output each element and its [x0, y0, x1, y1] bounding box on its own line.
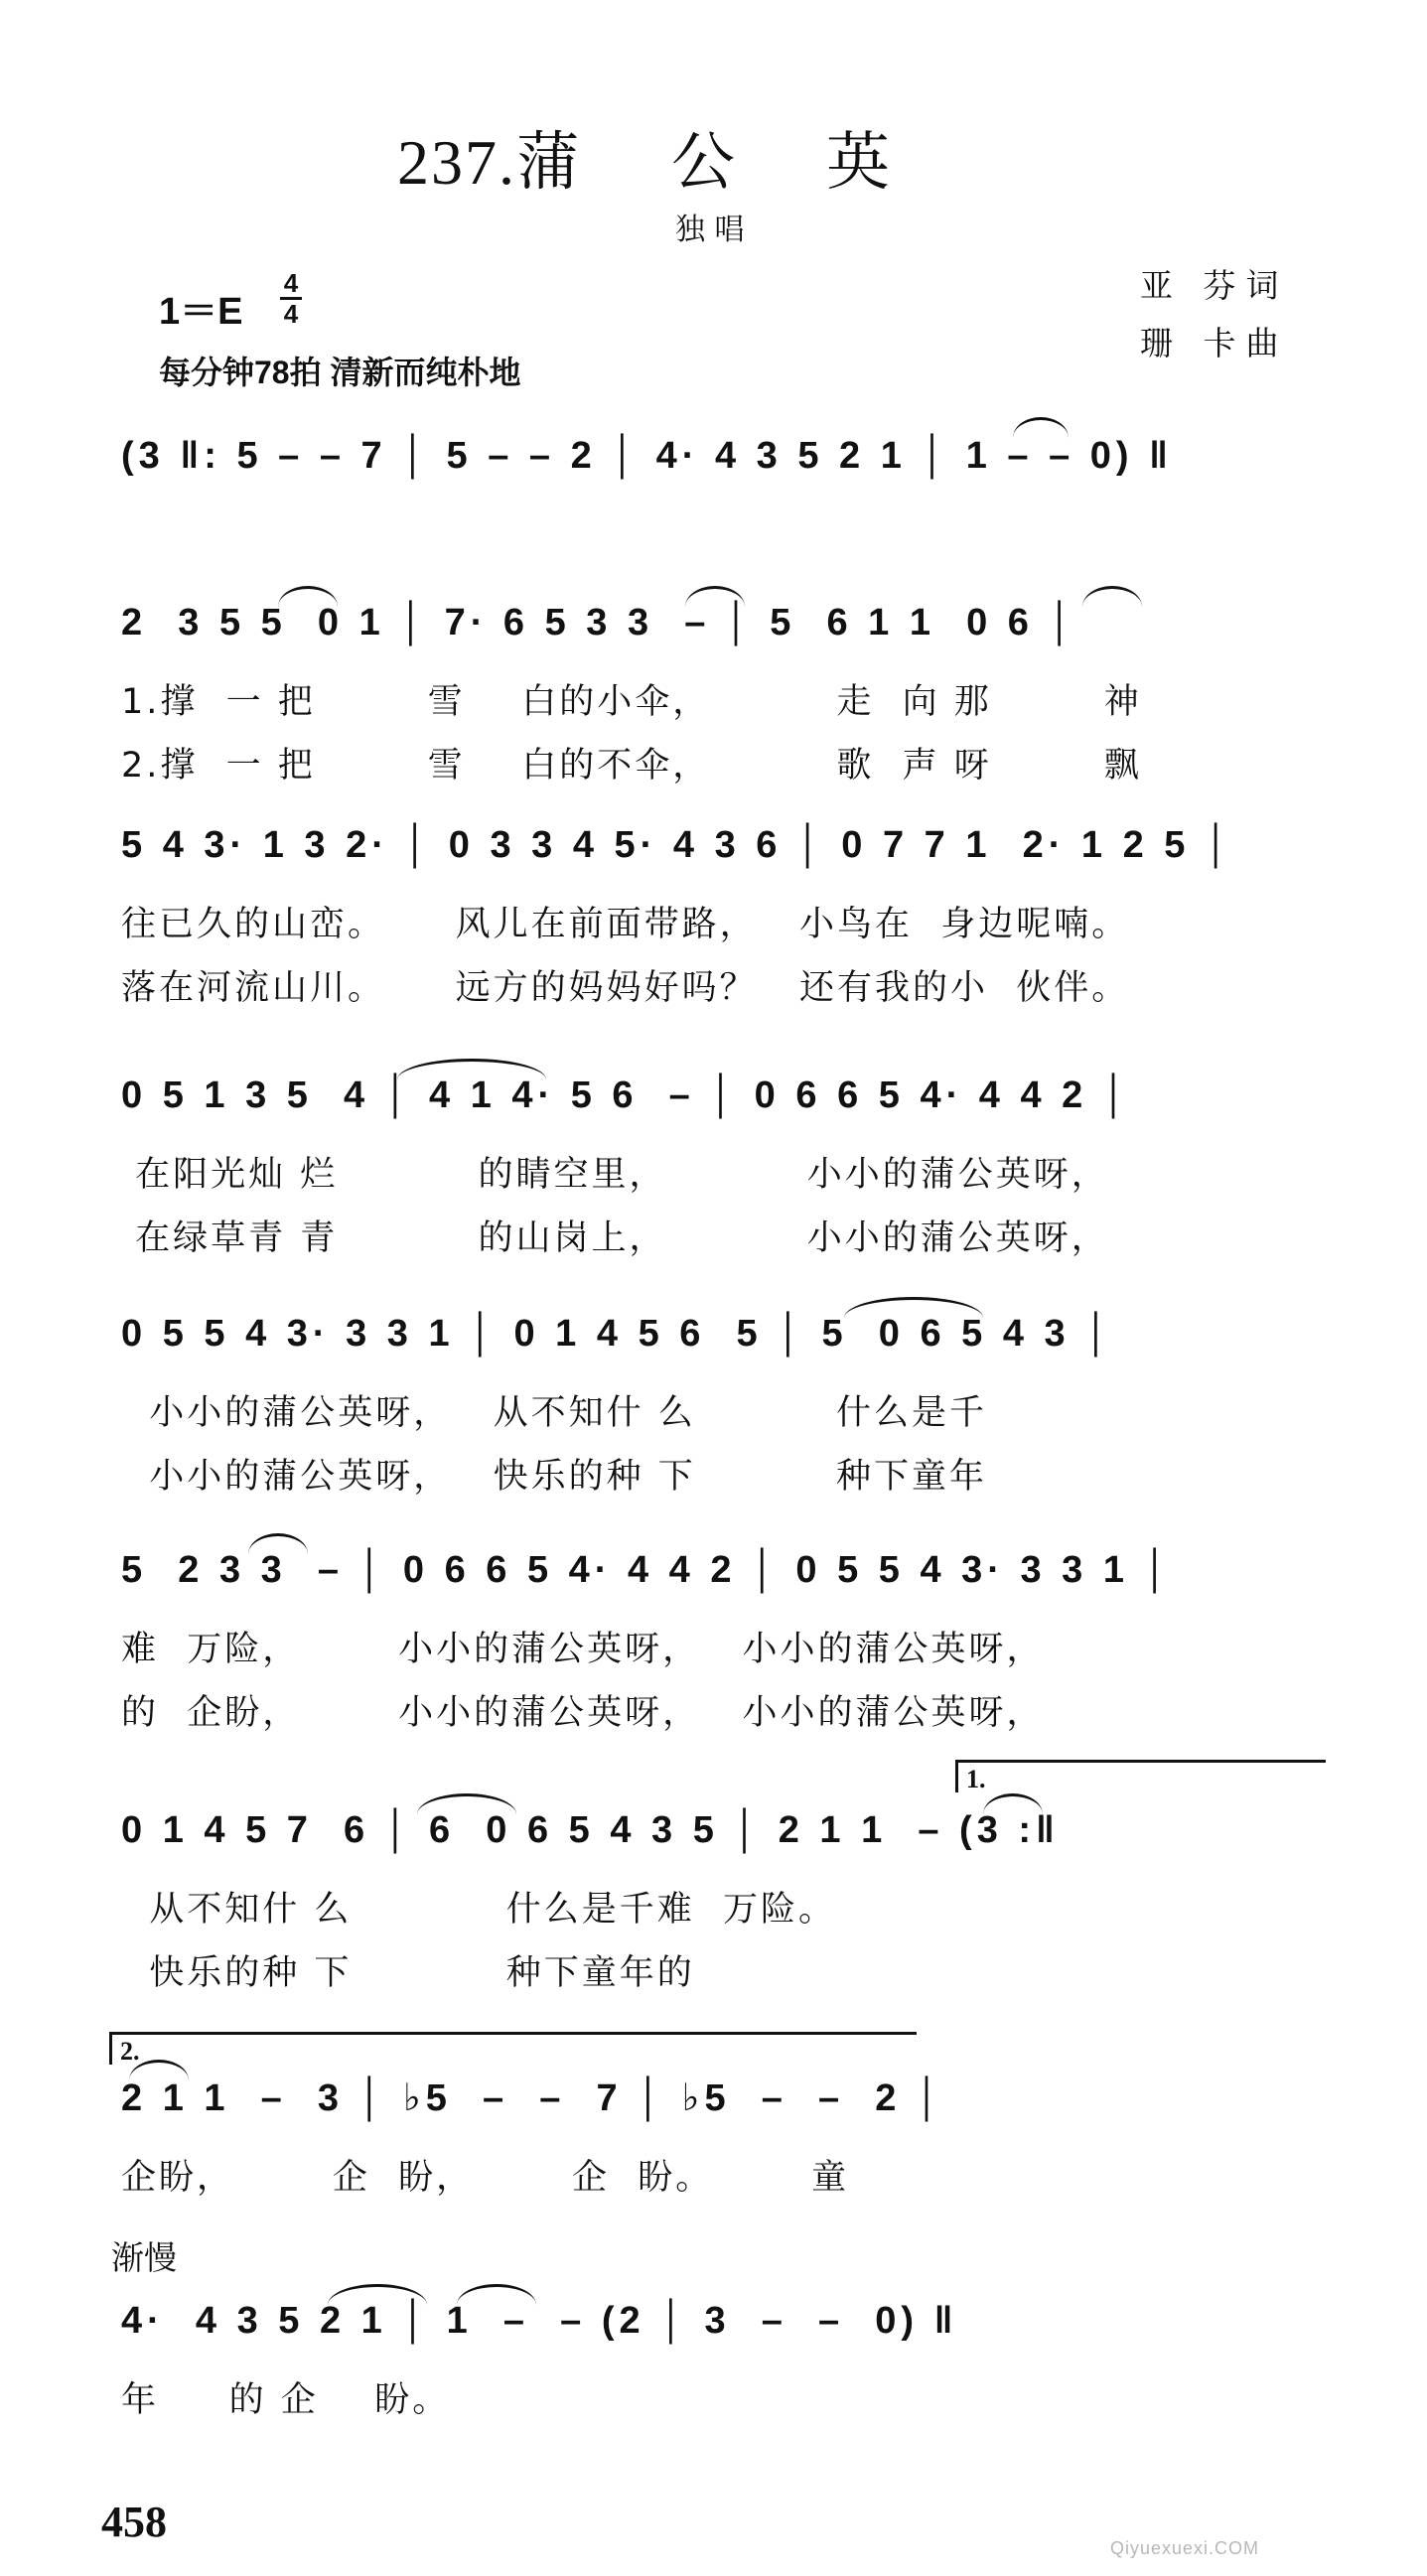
tie	[397, 1059, 546, 1079]
system-1	[121, 435, 1323, 478]
tie	[685, 586, 745, 607]
first-ending-bracket: 1.	[955, 1760, 1326, 1792]
lyric-line-1: 小小的蒲公英呀， 从不知什 么 什么是千	[121, 1393, 988, 1433]
tie	[278, 586, 338, 607]
system-6	[121, 1549, 1323, 1735]
performance-type: 独 唱	[675, 213, 745, 247]
expression-marking: 渐慢	[111, 2238, 177, 2277]
lyricist: 亚 芬词	[1140, 266, 1289, 305]
notation-line: 0 1 4 5 7 6 │ 6 0 6 5 4 3 5 │ 2 1 1 – (3 :‖	[121, 1809, 1060, 1851]
notation-line: 4· 4 3 5 2 1 │ 1 – – (2 │ 3 – – 0) ‖	[121, 2300, 958, 2342]
page-number: 458	[101, 2498, 167, 2546]
lyric-line-2: 快乐的种 下 种下童年的	[121, 1953, 695, 1993]
lyric-line-2: 落在河流山川。 远方的妈妈好吗？ 还有我的小 伙伴。	[121, 968, 1130, 1008]
system-9	[121, 2300, 1323, 2422]
system-5	[121, 1313, 1323, 1499]
key-signature: 1＝E	[159, 291, 243, 333]
lyric-line-1: 从不知什 么 什么是千难 万险。	[121, 1890, 837, 1930]
tie	[328, 2284, 427, 2305]
notation-line: 0 5 5 4 3· 3 3 1 │ 0 1 4 5 6 5 │ 5 0 6 5 4 3 │	[121, 1313, 1114, 1355]
lyric-line-2: 小小的蒲公英呀， 快乐的种 下 种下童年	[121, 1457, 988, 1497]
tie	[248, 1533, 308, 1554]
notation-line: (3 ‖: 5 – – 7 │ 5 – – 2 │ 4· 4 3 5 2 1 │ 1 – – 0) ‖	[121, 435, 1174, 477]
notation-line: 0 5 1 3 5 4 │ 4 1 4· 5 6 – │ 0 6 6 5 4· 4 4 2 │	[121, 1074, 1132, 1116]
second-ending-bracket: 2.	[109, 2032, 917, 2065]
lyric-line-2: 2.撑 一 把 雪 白的不伞， 歌 声 呀 飘	[121, 746, 1142, 786]
tempo-marking: 每分钟78拍 清新而纯朴地	[159, 355, 521, 390]
meter-top: 4	[283, 268, 299, 298]
tie	[457, 2284, 536, 2305]
song-title	[397, 111, 892, 203]
notation-line: 2 1 1 – 3 │ ♭5 – – 7 │ ♭5 – – 2 │	[121, 2077, 945, 2119]
system-8	[121, 2075, 1323, 2200]
system-2	[121, 602, 1323, 787]
tie	[1082, 586, 1142, 607]
tie	[1013, 417, 1069, 438]
notation-line: 5 4 3· 1 3 2· │ 0 3 3 4 5· 4 3 6 │ 0 7 7 1 2· 1 2 5 │	[121, 824, 1234, 866]
notation-line: 2 3 5 5 0 1 │ 7· 6 5 3 3 – │ 5 6 1 1 0 6 │	[121, 602, 1078, 644]
title-number: 237.蒲	[397, 127, 582, 198]
time-signature	[280, 270, 302, 327]
meter-bottom: 4	[283, 299, 299, 329]
lyric-line-2: 在绿草青 青 的山岗上， 小小的蒲公英呀，	[121, 1218, 1109, 1258]
system-7	[121, 1809, 1323, 1995]
composer: 珊 卡曲	[1140, 324, 1289, 362]
title-char-3: 英	[826, 127, 892, 198]
lyric-line-1: 难 万险， 小小的蒲公英呀， 小小的蒲公英呀，	[121, 1630, 1045, 1669]
tie	[844, 1297, 983, 1318]
lyric-line-2: 的 企盼， 小小的蒲公英呀， 小小的蒲公英呀，	[121, 1693, 1045, 1733]
title-char-2: 公	[671, 127, 737, 198]
lyric-line-1: 年 的 企 盼。	[121, 2380, 451, 2420]
watermark: Qiyuexuexi.COM	[1110, 2538, 1260, 2558]
system-3	[121, 824, 1323, 1010]
tie	[417, 1793, 516, 1814]
tie	[983, 1793, 1043, 1814]
lyric-line-1: 在阳光灿 烂 的睛空里， 小小的蒲公英呀，	[121, 1155, 1109, 1195]
lyric-line-1: 往已久的山峦。 风儿在前面带路， 小鸟在 身边呢喃。	[121, 905, 1130, 944]
lyric-line-1: 企盼， 企 盼， 企 盼。 童	[121, 2158, 850, 2198]
notation-line: 5 2 3 3 – │ 0 6 6 5 4· 4 4 2 │ 0 5 5 4 3· 3 3 1 │	[121, 1549, 1174, 1591]
lyric-line-1: 1.撑 一 把 雪 白的小伞， 走 向 那 神	[121, 682, 1142, 722]
system-4	[121, 1074, 1323, 1260]
